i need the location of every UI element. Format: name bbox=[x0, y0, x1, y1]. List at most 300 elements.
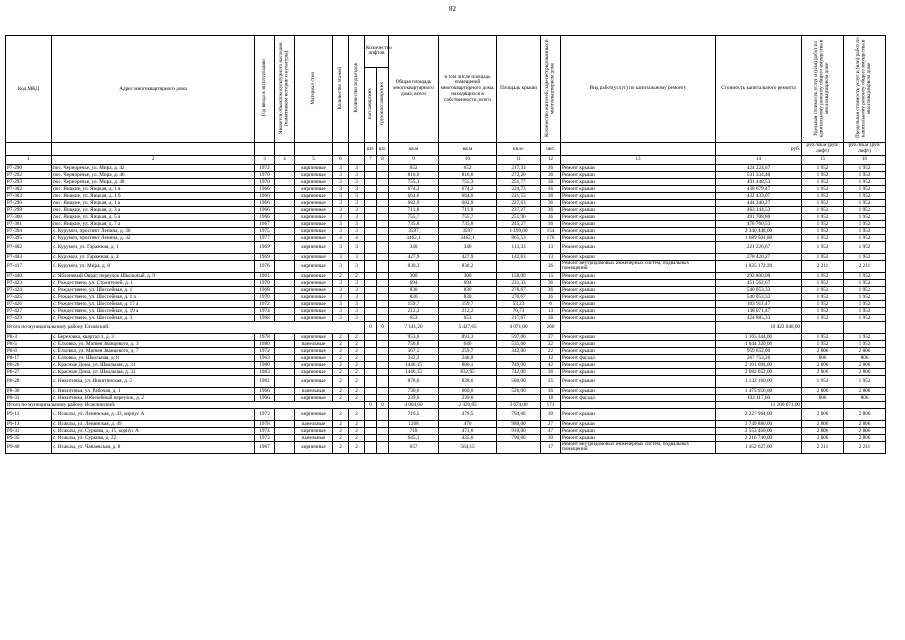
cell-cost: 103 911,47 bbox=[716, 300, 802, 307]
cell-priv: 832,95 bbox=[439, 368, 497, 375]
table-row bbox=[6, 234, 886, 241]
cell-p: 0 bbox=[365, 321, 377, 333]
cell-code: Р8-8 bbox=[6, 347, 52, 354]
cell-roof: 251,90 bbox=[497, 213, 541, 220]
cell-cost: 2 101 694,00 bbox=[716, 361, 802, 368]
cell-total: 657 bbox=[389, 441, 439, 453]
cell-material: кирпичные bbox=[295, 286, 333, 293]
cell-material: кирпичные bbox=[295, 307, 333, 314]
cell-res: 15 bbox=[541, 272, 561, 279]
cell-year: 1966 bbox=[255, 199, 275, 206]
cell-address: с. Курумоч, ул. Мира, д. 8 bbox=[52, 260, 255, 272]
cell-priv: 694 bbox=[439, 279, 497, 286]
cell-floors: 2 bbox=[333, 361, 349, 368]
cell-total: 7 141,20 bbox=[389, 321, 439, 333]
cell-res: 36 bbox=[541, 260, 561, 272]
cell-work: Ремонт крыши bbox=[561, 347, 716, 354]
cell-address: с. Березовка, квартал 1, д. 3 bbox=[52, 333, 255, 340]
header-work-type: Вид работ(услуг) по капитальному ремонту bbox=[561, 36, 716, 143]
header-address: Адрес многоквартирного дома bbox=[52, 36, 255, 143]
cell-priv: 471,6 bbox=[439, 427, 497, 434]
cell-res: 47 bbox=[541, 427, 561, 434]
cell-floors: 3 bbox=[333, 220, 349, 227]
cell-unit: 1 952 bbox=[802, 227, 844, 234]
cell-entr: 3 bbox=[349, 213, 365, 220]
cell-cost: 11 200 671,00 bbox=[716, 401, 802, 408]
table-row bbox=[6, 199, 886, 206]
capital-repair-table bbox=[5, 35, 886, 454]
column-number: 5 bbox=[295, 155, 333, 164]
cell-res: 22 bbox=[541, 347, 561, 354]
cell-cost: 1 835 172,20 bbox=[716, 260, 802, 272]
cell-p bbox=[365, 293, 377, 300]
cell-priv: 479,5 bbox=[439, 408, 497, 420]
cell-total: 756,8 bbox=[389, 340, 439, 347]
cell-priv: 755,3 bbox=[439, 178, 497, 185]
cell-work: Ремонт внутридомовых инженерных систем, подвальных помещений bbox=[561, 441, 716, 453]
cell-unit: 2 806 bbox=[802, 434, 844, 441]
cell-p bbox=[365, 368, 377, 375]
cell-year: 1983 bbox=[255, 368, 275, 375]
cell-cost: 1 165 344,00 bbox=[716, 333, 802, 340]
cell-total: 3597 bbox=[389, 227, 439, 234]
unit-private-area: кв.м bbox=[439, 143, 497, 156]
cell-cost: 10 422 048,00 bbox=[716, 321, 802, 333]
cell-roof bbox=[497, 394, 541, 401]
cell-total: 816,6 bbox=[389, 171, 439, 178]
cell-roof: 221,53 bbox=[497, 192, 541, 199]
cell-cost: 278 420,27 bbox=[716, 253, 802, 260]
cell-max: 2 806 bbox=[844, 368, 886, 375]
header-max-cost: Предельная стоимость услуг и (или) работ по капитальному ремонту общего имущества в многоквартирном доме bbox=[844, 36, 886, 143]
cell-year: 1963 bbox=[255, 354, 275, 361]
cell-max: 1 952 bbox=[844, 164, 886, 171]
cell-g bbox=[377, 347, 389, 354]
cell-total: 830,2 bbox=[389, 260, 439, 272]
cell-roof: 580,00 bbox=[497, 375, 541, 387]
cell-g bbox=[377, 286, 389, 293]
cell-code: Р9-12 bbox=[6, 408, 52, 420]
cell-entr: 3 bbox=[349, 192, 365, 199]
cell-code: Р8-26 bbox=[6, 361, 52, 368]
cell-code: Р7-300 bbox=[6, 213, 52, 220]
cell-year: 1966 bbox=[255, 206, 275, 213]
cell-roof: 217,33 bbox=[497, 164, 541, 171]
cell-unit: 2 806 bbox=[802, 361, 844, 368]
cell-total: 711,8 bbox=[389, 206, 439, 213]
cell-res: 13 bbox=[541, 253, 561, 260]
cell-floors: 4 bbox=[333, 234, 349, 241]
cell-year: 1980 bbox=[255, 340, 275, 347]
cell-unit: 1 952 bbox=[802, 234, 844, 241]
table-row bbox=[6, 178, 886, 185]
cell-code: Р7-394 bbox=[6, 227, 52, 234]
cell-g bbox=[377, 300, 389, 307]
cell-unit: 1 952 bbox=[802, 272, 844, 279]
cell-material: кирпичные bbox=[295, 171, 333, 178]
cell-floors: 2 bbox=[333, 427, 349, 434]
cell-res: 32 bbox=[541, 340, 561, 347]
table-row bbox=[6, 368, 886, 375]
cell-max: 1 952 bbox=[844, 293, 886, 300]
cell-priv: 159,7 bbox=[439, 300, 497, 307]
cell-year: 1966 bbox=[255, 394, 275, 401]
cell-year: 1974 bbox=[255, 307, 275, 314]
cell-priv: 427,9 bbox=[439, 253, 497, 260]
table-row bbox=[6, 394, 886, 401]
cell-material: кирпичные bbox=[295, 427, 333, 434]
cell-max: 1 952 bbox=[844, 199, 886, 206]
table-row bbox=[6, 347, 886, 354]
cell-cost: 193 117,60 bbox=[716, 394, 802, 401]
cell-entr: 3 bbox=[349, 178, 365, 185]
cell-year: 1970 bbox=[255, 178, 275, 185]
cell-total: 427,9 bbox=[389, 253, 439, 260]
cell-priv: 755,7 bbox=[439, 213, 497, 220]
cell-res: 260 bbox=[541, 321, 561, 333]
cell-g bbox=[377, 314, 389, 321]
cell-priv: 653 bbox=[439, 314, 497, 321]
cell-g bbox=[377, 260, 389, 272]
cell-roof: 1 199,00 bbox=[497, 227, 541, 234]
column-number: 10 bbox=[439, 155, 497, 164]
cell-entr: 2 bbox=[349, 340, 365, 347]
cell-work: Ремонт крыши bbox=[561, 279, 716, 286]
column-number: 4 bbox=[275, 155, 295, 164]
cell-material: кирпичные bbox=[295, 199, 333, 206]
cell-year: 1968 bbox=[255, 314, 275, 321]
cell-address: пос. Яицкие, ул. Яицкая, д. 1 б bbox=[52, 192, 255, 199]
table-row bbox=[6, 272, 886, 279]
cell-unit: 1 952 bbox=[802, 307, 844, 314]
cell-total: 652 bbox=[389, 164, 439, 171]
cell-cost: 540 053,33 bbox=[716, 286, 802, 293]
cell-code: Р7-403 bbox=[6, 253, 52, 260]
cell-code: Р8-31 bbox=[6, 394, 52, 401]
cell-floors: 3 bbox=[333, 314, 349, 321]
cell-priv: 838,6 bbox=[439, 375, 497, 387]
cell-priv: 340 bbox=[439, 241, 497, 253]
cell-entr: 2 bbox=[349, 427, 365, 434]
cell-max: 1 952 bbox=[844, 213, 886, 220]
cell-p: 0 bbox=[365, 401, 377, 408]
cell-label: Итого по муниципальному району Елховский: bbox=[6, 321, 365, 333]
cell-work: Ремонт крыши bbox=[561, 213, 716, 220]
cell-cost: 1 475 956,00 bbox=[716, 387, 802, 394]
cell-entr: 4 bbox=[349, 234, 365, 241]
cell-address: с. Красные Дома, ул. Школьная, д. 31 bbox=[52, 361, 255, 368]
cell-code: Р9-40 bbox=[6, 441, 52, 453]
page-number: 82 bbox=[449, 5, 456, 13]
cell-floors: 2 bbox=[333, 387, 349, 394]
cell-roof: 217,67 bbox=[497, 314, 541, 321]
cell-cost: 221 226,67 bbox=[716, 241, 802, 253]
cell-entr: 2 bbox=[349, 434, 365, 441]
cell-address: с. Рождествено, ул. Шоссейная, д. 19 а bbox=[52, 307, 255, 314]
cell-material: кирпичные bbox=[295, 260, 333, 272]
cell-unit: 2 211 bbox=[802, 441, 844, 453]
cell-floors: 2 bbox=[333, 375, 349, 387]
cell-material: кирпичные bbox=[295, 347, 333, 354]
cell-unit: 806 bbox=[802, 394, 844, 401]
cell-max: 2 806 bbox=[844, 420, 886, 427]
cell-p bbox=[365, 206, 377, 213]
table-row bbox=[6, 227, 886, 234]
cell-unit: 1 952 bbox=[802, 293, 844, 300]
cell-max: 1 952 bbox=[844, 220, 886, 227]
cell-max: 1 952 bbox=[844, 206, 886, 213]
cell-address: пос. Черноречье, ул. Мира, д. 48 bbox=[52, 178, 255, 185]
table-row bbox=[6, 307, 886, 314]
cell-priv: 893,3 bbox=[439, 333, 497, 340]
cell-g bbox=[377, 340, 389, 347]
cell-year: 1973 bbox=[255, 434, 275, 441]
cell-g bbox=[377, 420, 389, 427]
cell-res: 36 bbox=[541, 171, 561, 178]
cell-entr: 2 bbox=[349, 361, 365, 368]
cell-priv: 816,6 bbox=[439, 171, 497, 178]
cell-total: 953,6 bbox=[389, 333, 439, 340]
cell-max: 1 952 bbox=[844, 300, 886, 307]
header-residents: Количество жителей, зарегистрированных в многоквартирном доме bbox=[541, 36, 561, 143]
cell-max: 2 806 bbox=[844, 408, 886, 420]
cell-material: кирпичные bbox=[295, 354, 333, 361]
cell-total: 674,2 bbox=[389, 185, 439, 192]
cell-g bbox=[377, 441, 389, 453]
cell-floors: 3 bbox=[333, 307, 349, 314]
cell-work: Ремонт крыши bbox=[561, 427, 716, 434]
column-number: 7 bbox=[365, 155, 377, 164]
header-floors: Количество этажей bbox=[333, 36, 349, 143]
cell-roof: 113,33 bbox=[497, 241, 541, 253]
cell-unit: 1 952 bbox=[802, 220, 844, 227]
cell-cost: 491 708,80 bbox=[716, 213, 802, 220]
cell-max: 1 952 bbox=[844, 286, 886, 293]
cell-g bbox=[377, 394, 389, 401]
table-row bbox=[6, 185, 886, 192]
cell-year: 1966 bbox=[255, 387, 275, 394]
cell-code: Р7-402 bbox=[6, 241, 52, 253]
cell-res: 12 bbox=[541, 354, 561, 361]
cell-total: 159,7 bbox=[389, 300, 439, 307]
cell-unit: 1 952 bbox=[802, 286, 844, 293]
cell-p bbox=[365, 307, 377, 314]
cell-res: 36 bbox=[541, 199, 561, 206]
cell-p bbox=[365, 227, 377, 234]
cell-p bbox=[365, 199, 377, 206]
cell-material: кирпичные bbox=[295, 394, 333, 401]
cell-p bbox=[365, 333, 377, 340]
cell-priv: 259,7 bbox=[439, 347, 497, 354]
cell-floors: 3 bbox=[333, 286, 349, 293]
cell-roof: 150,00 bbox=[497, 272, 541, 279]
cell-roof: 227,63 bbox=[497, 199, 541, 206]
header-private-area: в том числе площадь помещений многоквартирного дома, находящихся в собственности, всего bbox=[439, 36, 497, 143]
cell-code: Р8-30 bbox=[6, 387, 52, 394]
cell-address: с. Рождествено, ул. Шоссейная, д. 3 bbox=[52, 314, 255, 321]
cell-work: Ремонт крыши bbox=[561, 314, 716, 321]
cell-unit: 1 952 bbox=[802, 185, 844, 192]
cell-g bbox=[377, 253, 389, 260]
cell-g bbox=[377, 375, 389, 387]
cell-year: 1978 bbox=[255, 333, 275, 340]
cell-floors: 2 bbox=[333, 272, 349, 279]
cell-code: Р7-425 bbox=[6, 293, 52, 300]
table-row bbox=[6, 164, 886, 171]
cell-g bbox=[377, 354, 389, 361]
cell-code: Р9-31 bbox=[6, 427, 52, 434]
table-row bbox=[6, 434, 886, 441]
cell-cost: 463 144,53 bbox=[716, 206, 802, 213]
cell-address: с. Курумоч, проспект Ленина, д. 30 bbox=[52, 227, 255, 234]
cell-roof: 910,00 bbox=[497, 427, 541, 434]
cell-g bbox=[377, 206, 389, 213]
cell-year: 1970 bbox=[255, 293, 275, 300]
cell-address: с. Елховка, ул. Матвея Званцевого, д. 3 bbox=[52, 340, 255, 347]
cell-p bbox=[365, 260, 377, 272]
cell-cost: 138 071,47 bbox=[716, 307, 802, 314]
table-row bbox=[6, 387, 886, 394]
cell-priv: 830 bbox=[439, 286, 497, 293]
table-row bbox=[6, 192, 886, 199]
table-row bbox=[6, 441, 886, 453]
cell-work: Ремонт крыши bbox=[561, 361, 716, 368]
cell-roof bbox=[497, 441, 541, 453]
cell-work: Ремонт крыши bbox=[561, 293, 716, 300]
cell-total: 4 004,60 bbox=[389, 401, 439, 408]
cell-unit: 2 806 bbox=[802, 427, 844, 434]
cell-unit: 1 952 bbox=[802, 171, 844, 178]
cell-max: 2 806 bbox=[844, 347, 886, 354]
cell-cost: 1 132 160,00 bbox=[716, 375, 802, 387]
cell-roof: 865,53 bbox=[497, 234, 541, 241]
cell-cost: 491 448,53 bbox=[716, 178, 802, 185]
cell-year: 1970 bbox=[255, 171, 275, 178]
cell-floors: 2 bbox=[333, 368, 349, 375]
cell-total: 716,5 bbox=[389, 408, 439, 420]
header-code: Код МКД bbox=[6, 36, 52, 143]
cell-address: с. Курумоч, проспект Ленина, д. 32 bbox=[52, 234, 255, 241]
cell-max: 1 952 bbox=[844, 375, 886, 387]
cell-material: кирпичные bbox=[295, 206, 333, 213]
cell-g bbox=[377, 307, 389, 314]
cell-year: 1976 bbox=[255, 260, 275, 272]
cell-res: 27 bbox=[541, 420, 561, 427]
cell-code: Р7-427 bbox=[6, 307, 52, 314]
table-row bbox=[6, 253, 886, 260]
cell-floors: 2 bbox=[333, 420, 349, 427]
cell-total: 367,5 bbox=[389, 347, 439, 354]
header-elevators-passenger: пассажирских bbox=[365, 67, 377, 142]
cell-year: 1961 bbox=[255, 272, 275, 279]
cell-year: 1970 bbox=[255, 279, 275, 286]
cell-year: 1966 bbox=[255, 213, 275, 220]
cell-res: 6 bbox=[541, 300, 561, 307]
cell-max: 1 952 bbox=[844, 185, 886, 192]
cell-cost: 2 227 964,00 bbox=[716, 408, 802, 420]
cell-year: 1975 bbox=[255, 227, 275, 234]
cell-g bbox=[377, 192, 389, 199]
cell-material: кирпичные bbox=[295, 164, 333, 171]
cell-p bbox=[365, 375, 377, 387]
unit-residents: чел. bbox=[541, 143, 561, 156]
column-number: 8 bbox=[377, 155, 389, 164]
cell-unit: 2 806 bbox=[802, 387, 844, 394]
cell-work: Ремонт крыши bbox=[561, 420, 716, 427]
cell-entr: 2 bbox=[349, 420, 365, 427]
cell-entr: 3 bbox=[349, 206, 365, 213]
cell-roof: 224,73 bbox=[497, 185, 541, 192]
cell-work: Ремонт крыши bbox=[561, 234, 716, 241]
cell-work: Ремонт крыши bbox=[561, 220, 716, 227]
cell-max: 1 952 bbox=[844, 279, 886, 286]
table-row bbox=[6, 279, 886, 286]
cell-res: 25 bbox=[541, 375, 561, 387]
cell-floors: 2 bbox=[333, 408, 349, 420]
cell-priv: 674,2 bbox=[439, 185, 497, 192]
cell-max: 1 952 bbox=[844, 178, 886, 185]
cell-unit: 1 952 bbox=[802, 213, 844, 220]
cell-total: 239,6 bbox=[389, 394, 439, 401]
cell-g bbox=[377, 241, 389, 253]
table-row bbox=[6, 340, 886, 347]
cell-max: 1 952 bbox=[844, 307, 886, 314]
table-row bbox=[6, 241, 886, 253]
cell-material: панельные bbox=[295, 387, 333, 394]
cell-max: 1 952 bbox=[844, 340, 886, 347]
cell-priv: 660,6 bbox=[439, 387, 497, 394]
cell-g bbox=[377, 185, 389, 192]
cell-res: 36 bbox=[541, 220, 561, 227]
cell-year: 1978 bbox=[255, 420, 275, 427]
cell-unit: 1 952 bbox=[802, 178, 844, 185]
cell-unit: 1 952 bbox=[802, 314, 844, 321]
cell-material: кирпичные bbox=[295, 279, 333, 286]
cell-material: панельные bbox=[295, 340, 333, 347]
cell-cost: 424 885,33 bbox=[716, 314, 802, 321]
column-numbers-row bbox=[6, 155, 886, 164]
cell-code: Р7-302 bbox=[6, 185, 52, 192]
cell-unit: 2 806 bbox=[802, 420, 844, 427]
cell-res: 171 bbox=[541, 401, 561, 408]
cell-floors: 3 bbox=[333, 213, 349, 220]
cell-entr: 2 bbox=[349, 408, 365, 420]
cell-address: пос. Черноречье, ул. Мира, д. 46 bbox=[52, 171, 255, 178]
cell-year: 1977 bbox=[255, 234, 275, 241]
cell-max: 2 806 bbox=[844, 427, 886, 434]
cell-year: 1980 bbox=[255, 361, 275, 368]
cell-code: Р7-296 bbox=[6, 199, 52, 206]
cell-code: Р8-3 bbox=[6, 333, 52, 340]
cell-g bbox=[377, 293, 389, 300]
cell-entr: 2 bbox=[349, 441, 365, 453]
column-number: 14 bbox=[716, 155, 802, 164]
cell-work: Ремонт крыши bbox=[561, 241, 716, 253]
cell-roof: 53,23 bbox=[497, 300, 541, 307]
cell-p bbox=[365, 434, 377, 441]
table-row bbox=[6, 333, 886, 340]
cell-work: Ремонт крыши bbox=[561, 164, 716, 171]
cell-entr: 2 bbox=[349, 347, 365, 354]
cell-max: 1 952 bbox=[844, 333, 886, 340]
table-row bbox=[6, 293, 886, 300]
cell-g bbox=[377, 234, 389, 241]
cell-entr: 3 bbox=[349, 300, 365, 307]
cell-g bbox=[377, 272, 389, 279]
cell-p bbox=[365, 354, 377, 361]
cell-cost: 267 753,20 bbox=[716, 354, 802, 361]
cell-address: пос. Яицкие, ул. Яицкая, д. 3 а bbox=[52, 206, 255, 213]
